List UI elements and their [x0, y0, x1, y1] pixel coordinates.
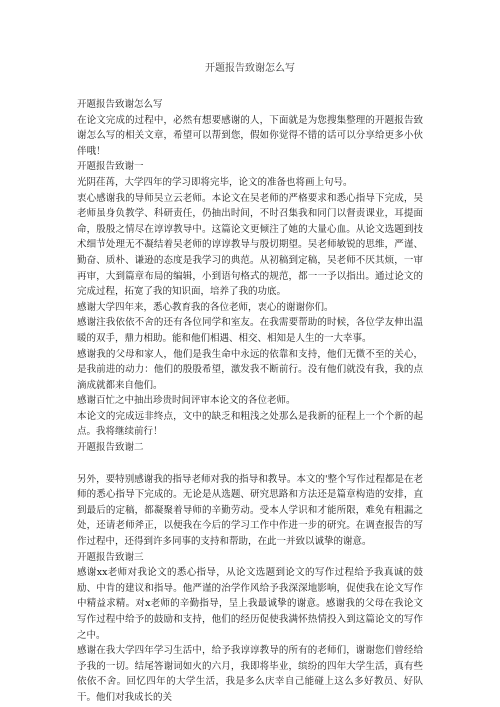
paragraph: 感谢百忙之中抽出珍贵时间评审本论文的各位老师。 [77, 395, 296, 407]
paragraph: 另外，要特别感谢我的指导老师对我的指导和教导。本文的'整个写作过程都是在老师的悉心指导下完成的。无论是从选题、研究思路和方法还是篇章构造的安排，直到最后的定稿，都凝聚着导师的辛勤劳动。受本人学识和才能所限，难免有粗漏之处，还请老师斧正，以便我在今后的学习工作中作进一步的研究。在调查报告的写作过程中，还得到许多同事的支持和帮助，在此一并致以诚挚的谢意。 [77, 473, 423, 548]
paragraph: 光阴荏苒，大学四年的学习即将完毕，论文的准备也将画上句号。 [77, 176, 353, 188]
paragraph: 感谢xx老师对我论文的悉心指导，从论文选题到论文的写作过程给予我真诚的鼓励、中肯的建议和指导。他严谨的治学作风给予我深深地影响，促使我在论文写作中精益求精。对x老师的辛勤指导，呈上我最诚挚的谢意。感谢我的父母在我论文写作过程中给予的鼓励和支持，他们的经历促使我满怀热情投入到这篇论文的写作之中。 [77, 567, 423, 641]
paragraph: 感谢在我大学四年学习生活中，给予我谆谆教导的所有的老师们，谢谢您们曾经给予我的一切。结尾答谢词如火的六月，我即将毕业，缤纷的四年大学生活，真有些依依不舍。回忆四年的大学生活，我是多么庆幸自己能碰上这么多好教员、好队干。他们对我成长的关 [77, 645, 423, 703]
paragraph: 感谢注我依依不舍的还有各位同学和室友。在我需要帮助的时候，各位学友伸出温暖的双手，鼎力相助。能和他们相遇、相交、相知是人生的一大幸事。 [77, 317, 423, 344]
section-heading-3: 开题报告致谢三 [77, 551, 144, 563]
blank-line [77, 456, 423, 472]
section-heading-main: 开题报告致谢怎么写 [77, 99, 163, 110]
paragraph: 感谢我的父母和家人，他们是我生命中永远的依靠和支持，他们无微不至的关心，是我前进的动力：他们的殷殷希望，激发我不断前行。没有他们就没有我，我的点滴成就都来自他们。 [77, 348, 423, 391]
intro-paragraph: 在论文完成的过程中，必然有想要感谢的人，下面就是为您搜集整理的开题报告致谢怎么写的相关文章，希望可以帮到您，假如你觉得不错的话可以分享给更多小伙伴哦！ [77, 114, 423, 157]
paragraph: 本论文的完成远非终点，文中的缺乏和粗浅之处那么是我新的征程上一个个新的起点。我将继续前行！ [77, 410, 423, 438]
paragraph: 感谢大学四年来，悉心教育我的各位老师，衷心的谢谢你们。 [77, 301, 334, 313]
document-title: 开题报告致谢怎么写 [205, 63, 295, 74]
section-heading-1: 开题报告致谢一 [77, 161, 144, 173]
paragraph: 衷心感谢我的导师吴立云老师。本论文在吴老师的严格要求和悉心指导下完成，吴老师虽身负教学、科研责任，仍抽出时间，不时召集我和同门以督责课业，耳提面命，殷殷之情尽在谆谆教导中。这篇论文更倾注了她的大量心血。从论文选题到技术细节处理无不凝结着吴老师的谆谆教导与殷切期望。吴老师敏锐的思维，严谨、勤奋、质朴、谦逊的态度是我学习的典范。从初稿到定稿，吴老师不厌其烦，一审再审，大到篇章布局的编辑，小到语句格式的规范，都一一予以指出。通过论文的完成过程，拓宽了我的知识面，培养了我的功底。 [77, 192, 423, 298]
document-body [77, 97, 423, 706]
section-heading-2: 开题报告致谢二 [77, 442, 144, 454]
